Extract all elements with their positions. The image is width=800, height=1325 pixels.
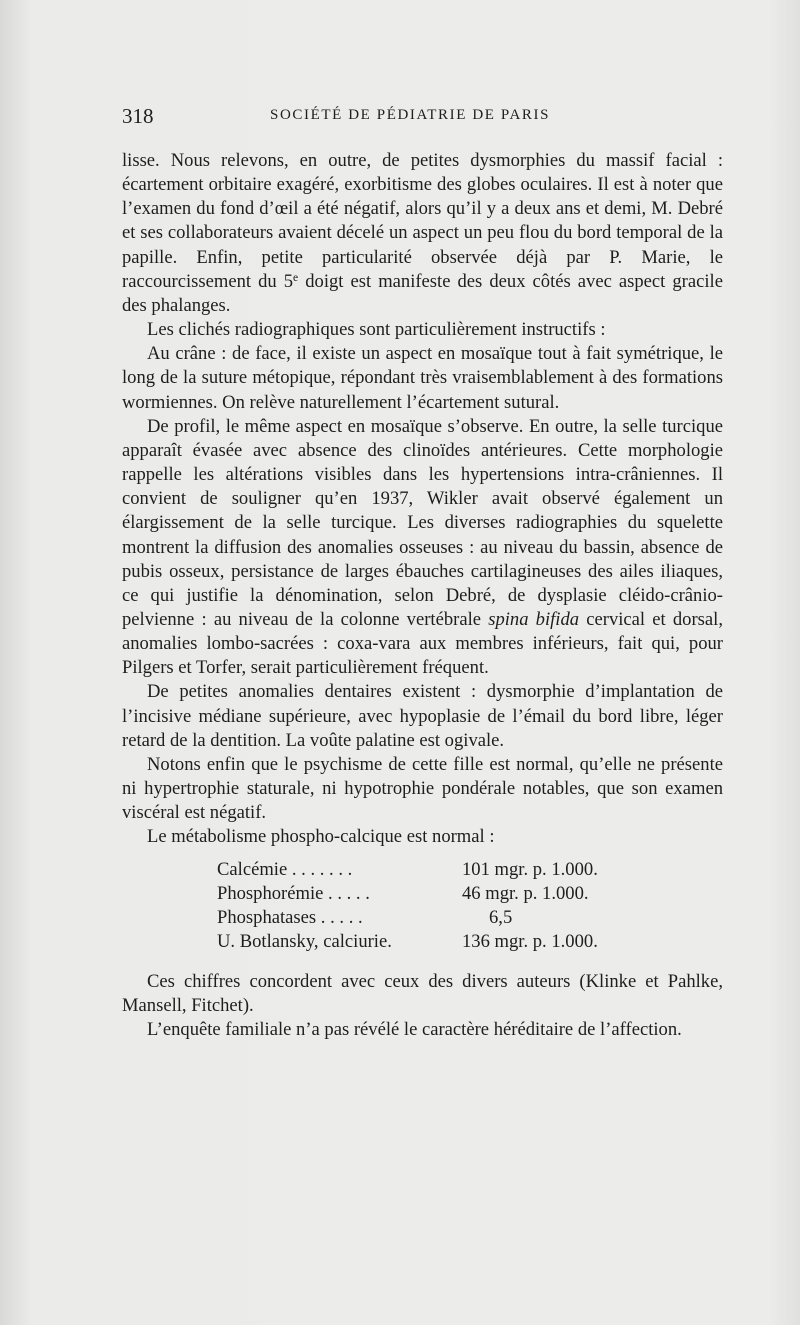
table-row xyxy=(217,882,717,906)
paragraph-2: Les clichés radiographiques sont particulièrement instructifs : xyxy=(147,319,606,341)
digit-ordinal xyxy=(284,271,298,292)
ordinal-superscript: e xyxy=(293,272,299,285)
paragraph-4-end: cervical et dorsal, anomalies lombo-sacrées : coxa-vara aux membres inférieurs, fait qui, pour Pilgers et Torfer, serait particulièrement fréquent. xyxy=(122,608,723,679)
lab-value: 46 mgr. p. 1.000. xyxy=(462,882,589,904)
page-number: 318 xyxy=(122,104,154,128)
paragraph-1-end: doigt est manifeste des deux côtés avec aspect gracile des phalanges. xyxy=(122,270,723,316)
lab-label: Phosphorémie . . . . . xyxy=(217,882,370,904)
paragraph-4-text: De profil, le même aspect en mosaïque s’observe. En outre, la selle turcique apparaît évasée avec absence des clinoïdes antérieures. Cette morphologie rappelle les altérations visibles dans les hypertensions intra-crâniennes. Il convient de souligner qu’en 1937, Wikler avait observé également un élargissement de la selle turcique. Les diverses radiographies du squelette montrent la diffusion des anomalies osseuses : au niveau du bassin, absence de pubis osseux, persistance de larges ébauches cartilagineuses des ailes iliaques, ce qui justifie la dénomination, selon Debré, de dysplasie cléido-crânio-pelvienne : au niveau de la colonne vertébrale xyxy=(122,415,723,630)
lab-label: U. Botlansky, calciurie. xyxy=(217,930,392,952)
paragraph-6: Notons enfin que le psychisme de cette fille est normal, qu’elle ne présente ni hypertrophie staturale, ni hypotrophie pondérale notables, que son examen viscéral est négatif. xyxy=(122,753,723,824)
paragraph-4 xyxy=(122,415,723,681)
lab-results-table xyxy=(122,850,723,950)
digit-number: 5 xyxy=(283,270,294,292)
running-head: SOCIÉTÉ DE PÉDIATRIE DE PARIS xyxy=(270,107,551,123)
paragraph-1 xyxy=(122,149,723,318)
paragraph-8: Ces chiffres concordent avec ceux des divers auteurs (Klinke et Pahlke, Mansell, Fitchet). xyxy=(122,970,723,1016)
page-header xyxy=(122,104,722,130)
lab-value: 101 mgr. p. 1.000. xyxy=(462,858,598,880)
body-text xyxy=(122,149,723,1042)
paragraph-7: Le métabolisme phospho-calcique est normal : xyxy=(147,826,495,848)
paragraph-5: De petites anomalies dentaires existent : dysmorphie d’implantation de l’incisive médiane supérieure, avec hypoplasie de l’émail du bord libre, léger retard de la dentition. La voûte palatine est ogivale. xyxy=(122,681,723,751)
italic-term: spina bifida xyxy=(488,608,580,630)
table-row xyxy=(217,858,717,882)
lab-label: Phosphatases . . . . . xyxy=(217,906,363,928)
lab-label: Calcémie . . . . . . . xyxy=(217,858,353,880)
table-row xyxy=(217,930,717,954)
paragraph-3: Au crâne : de face, il existe un aspect en mosaïque tout à fait symétrique, le long de la suture métopique, répondant très vraisemblablement à des formations wormiennes. On relève naturellement l’écartement sutural. xyxy=(122,343,723,413)
paragraph-1-text: lisse. Nous relevons, en outre, de petites dysmorphies du massif facial : écartement orbitaire exagéré, exorbitisme des globes oculaires. Il est à noter que l’examen du fond d’œil a été négatif, alors qu’il y a deux ans et demi, M. Debré et ses collaborateurs avaient décelé un aspect un peu flou du bord temporal de la papille. Enfin, petite particularité observée déjà par P. Marie, le raccourcissement du xyxy=(122,150,723,292)
lab-value: 6,5 xyxy=(489,906,513,928)
lab-value: 136 mgr. p. 1.000. xyxy=(462,930,598,952)
paragraph-9: L’enquête familiale n’a pas révélé le caractère héréditaire de l’affection. xyxy=(147,1018,682,1040)
table-row xyxy=(217,906,717,930)
